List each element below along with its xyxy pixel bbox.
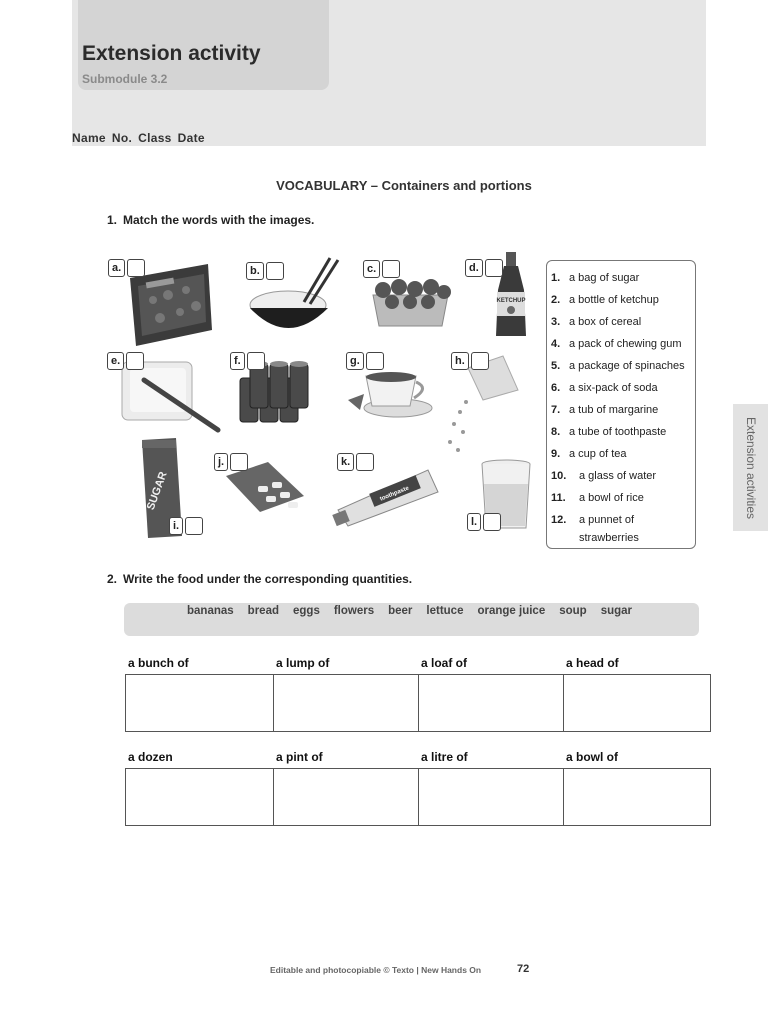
toothpaste-tube-image — [332, 470, 438, 526]
image-label-d: d. — [465, 259, 503, 277]
word-item: 1. a bag of sugar — [551, 272, 640, 284]
answer-box-a[interactable] — [127, 259, 145, 277]
word-item: 12. a punnet of strawberries — [551, 514, 639, 544]
food-word: beer — [388, 605, 413, 617]
answer-box-e[interactable] — [126, 352, 144, 370]
page-number: 72 — [517, 963, 530, 975]
quantities-table-1 — [125, 656, 711, 732]
answer-box-f[interactable] — [247, 352, 265, 370]
exercise2-instruction — [107, 572, 412, 586]
side-tab — [733, 404, 768, 531]
word-item: 5. a package of spinaches — [551, 360, 685, 372]
page-title: Extension activity — [82, 42, 261, 65]
margarine-tub-image — [122, 362, 218, 430]
image-label-h: h. — [451, 352, 489, 370]
food-bank — [124, 603, 699, 636]
image-label-j: j. — [214, 453, 248, 471]
food-word: flowers — [333, 605, 375, 617]
toothpaste-label: toothpaste — [379, 485, 410, 503]
exercise2-number: 2. — [107, 572, 118, 586]
quantities-table-2 — [125, 750, 711, 826]
answer-cell-loaf[interactable] — [419, 675, 564, 731]
word-item: 2. a bottle of ketchup — [551, 294, 659, 306]
food-word: sugar — [600, 605, 633, 617]
quantity-header: a lump of — [276, 656, 330, 670]
answer-box-c[interactable] — [382, 260, 400, 278]
section-title: VOCABULARY – Containers and portions — [276, 178, 532, 193]
answer-box-l[interactable] — [483, 513, 501, 531]
quantities-answers-2 — [125, 768, 711, 826]
answer-box-h[interactable] — [471, 352, 489, 370]
exercise1-instruction — [107, 213, 314, 227]
answer-cell-bunch[interactable] — [126, 675, 274, 731]
exercise1-text: Match the words with the images. — [123, 213, 315, 227]
word-list — [546, 260, 696, 549]
food-word: lettuce — [426, 605, 464, 617]
answer-box-g[interactable] — [366, 352, 384, 370]
image-label-a: a. — [108, 259, 145, 277]
image-label-g: g. — [346, 352, 384, 370]
image-label-e: e. — [107, 352, 144, 370]
quantity-header: a head of — [566, 656, 619, 670]
page-subtitle: Submodule 3.2 — [82, 72, 168, 86]
word-item: 4. a pack of chewing gum — [551, 338, 682, 350]
sugar-bag-label: SUGAR — [144, 470, 170, 512]
side-tab-label: Extension activities — [743, 416, 758, 519]
strawberry-punnet-image — [373, 279, 451, 326]
footer-copyright: Editable and photocopiable © Texto | New Hands On — [270, 965, 482, 975]
answer-box-i[interactable] — [185, 517, 203, 535]
exercise1-number: 1. — [107, 213, 118, 227]
food-word: soup — [559, 605, 587, 617]
word-item: 6. a six-pack of soda — [551, 382, 658, 394]
quantity-header: a bowl of — [566, 750, 618, 764]
exercise2-text: Write the food under the corresponding quantities. — [123, 572, 413, 586]
quantities-headers-1 — [125, 656, 711, 674]
answer-cell-dozen[interactable] — [126, 769, 274, 825]
food-word: orange juice — [477, 605, 546, 617]
quantity-header: a litre of — [421, 750, 468, 764]
field-date: Date — [177, 131, 205, 145]
answer-cell-head[interactable] — [564, 675, 710, 731]
soda-six-pack-image — [240, 361, 308, 422]
tea-cup-image — [348, 372, 432, 417]
food-word: bananas — [187, 605, 234, 617]
food-word: eggs — [293, 605, 320, 617]
image-label-k: k. — [337, 453, 374, 471]
word-item: 8. a tube of toothpaste — [551, 426, 667, 438]
quantity-header: a loaf of — [421, 656, 468, 670]
quantities-headers-2 — [125, 750, 711, 768]
word-item: 9. a cup of tea — [551, 448, 627, 460]
quantities-answers-1 — [125, 674, 711, 732]
quantity-header: a dozen — [128, 750, 173, 764]
image-label-b: b. — [246, 262, 284, 280]
image-label-c: c. — [363, 260, 400, 278]
answer-box-k[interactable] — [356, 453, 374, 471]
answer-cell-bowl[interactable] — [564, 769, 710, 825]
image-label-f: f. — [230, 352, 265, 370]
answer-cell-litre[interactable] — [419, 769, 564, 825]
food-word: bread — [247, 605, 279, 617]
answer-cell-pint[interactable] — [274, 769, 419, 825]
student-info-row — [72, 131, 211, 145]
food-bank-words — [187, 605, 646, 617]
word-item: 7. a tub of margarine — [551, 404, 659, 416]
answer-box-j[interactable] — [230, 453, 248, 471]
exercise1-images — [108, 250, 538, 540]
answer-box-b[interactable] — [266, 262, 284, 280]
word-item: 10. a glass of water — [551, 470, 657, 482]
word-item: 3. a box of cereal — [551, 316, 642, 328]
image-label-l: l. — [467, 513, 501, 531]
field-name: Name — [72, 131, 106, 145]
cereal-box-image — [448, 356, 518, 452]
ketchup-label: KETCHUP — [496, 298, 526, 304]
field-number: No. — [111, 131, 133, 145]
word-item: 11. a bowl of rice — [551, 492, 644, 504]
answer-cell-lump[interactable] — [274, 675, 419, 731]
quantity-header: a bunch of — [128, 656, 189, 670]
field-class: Class — [138, 131, 172, 145]
quantity-header: a pint of — [276, 750, 323, 764]
answer-box-d[interactable] — [485, 259, 503, 277]
image-label-i: i. — [169, 517, 203, 535]
